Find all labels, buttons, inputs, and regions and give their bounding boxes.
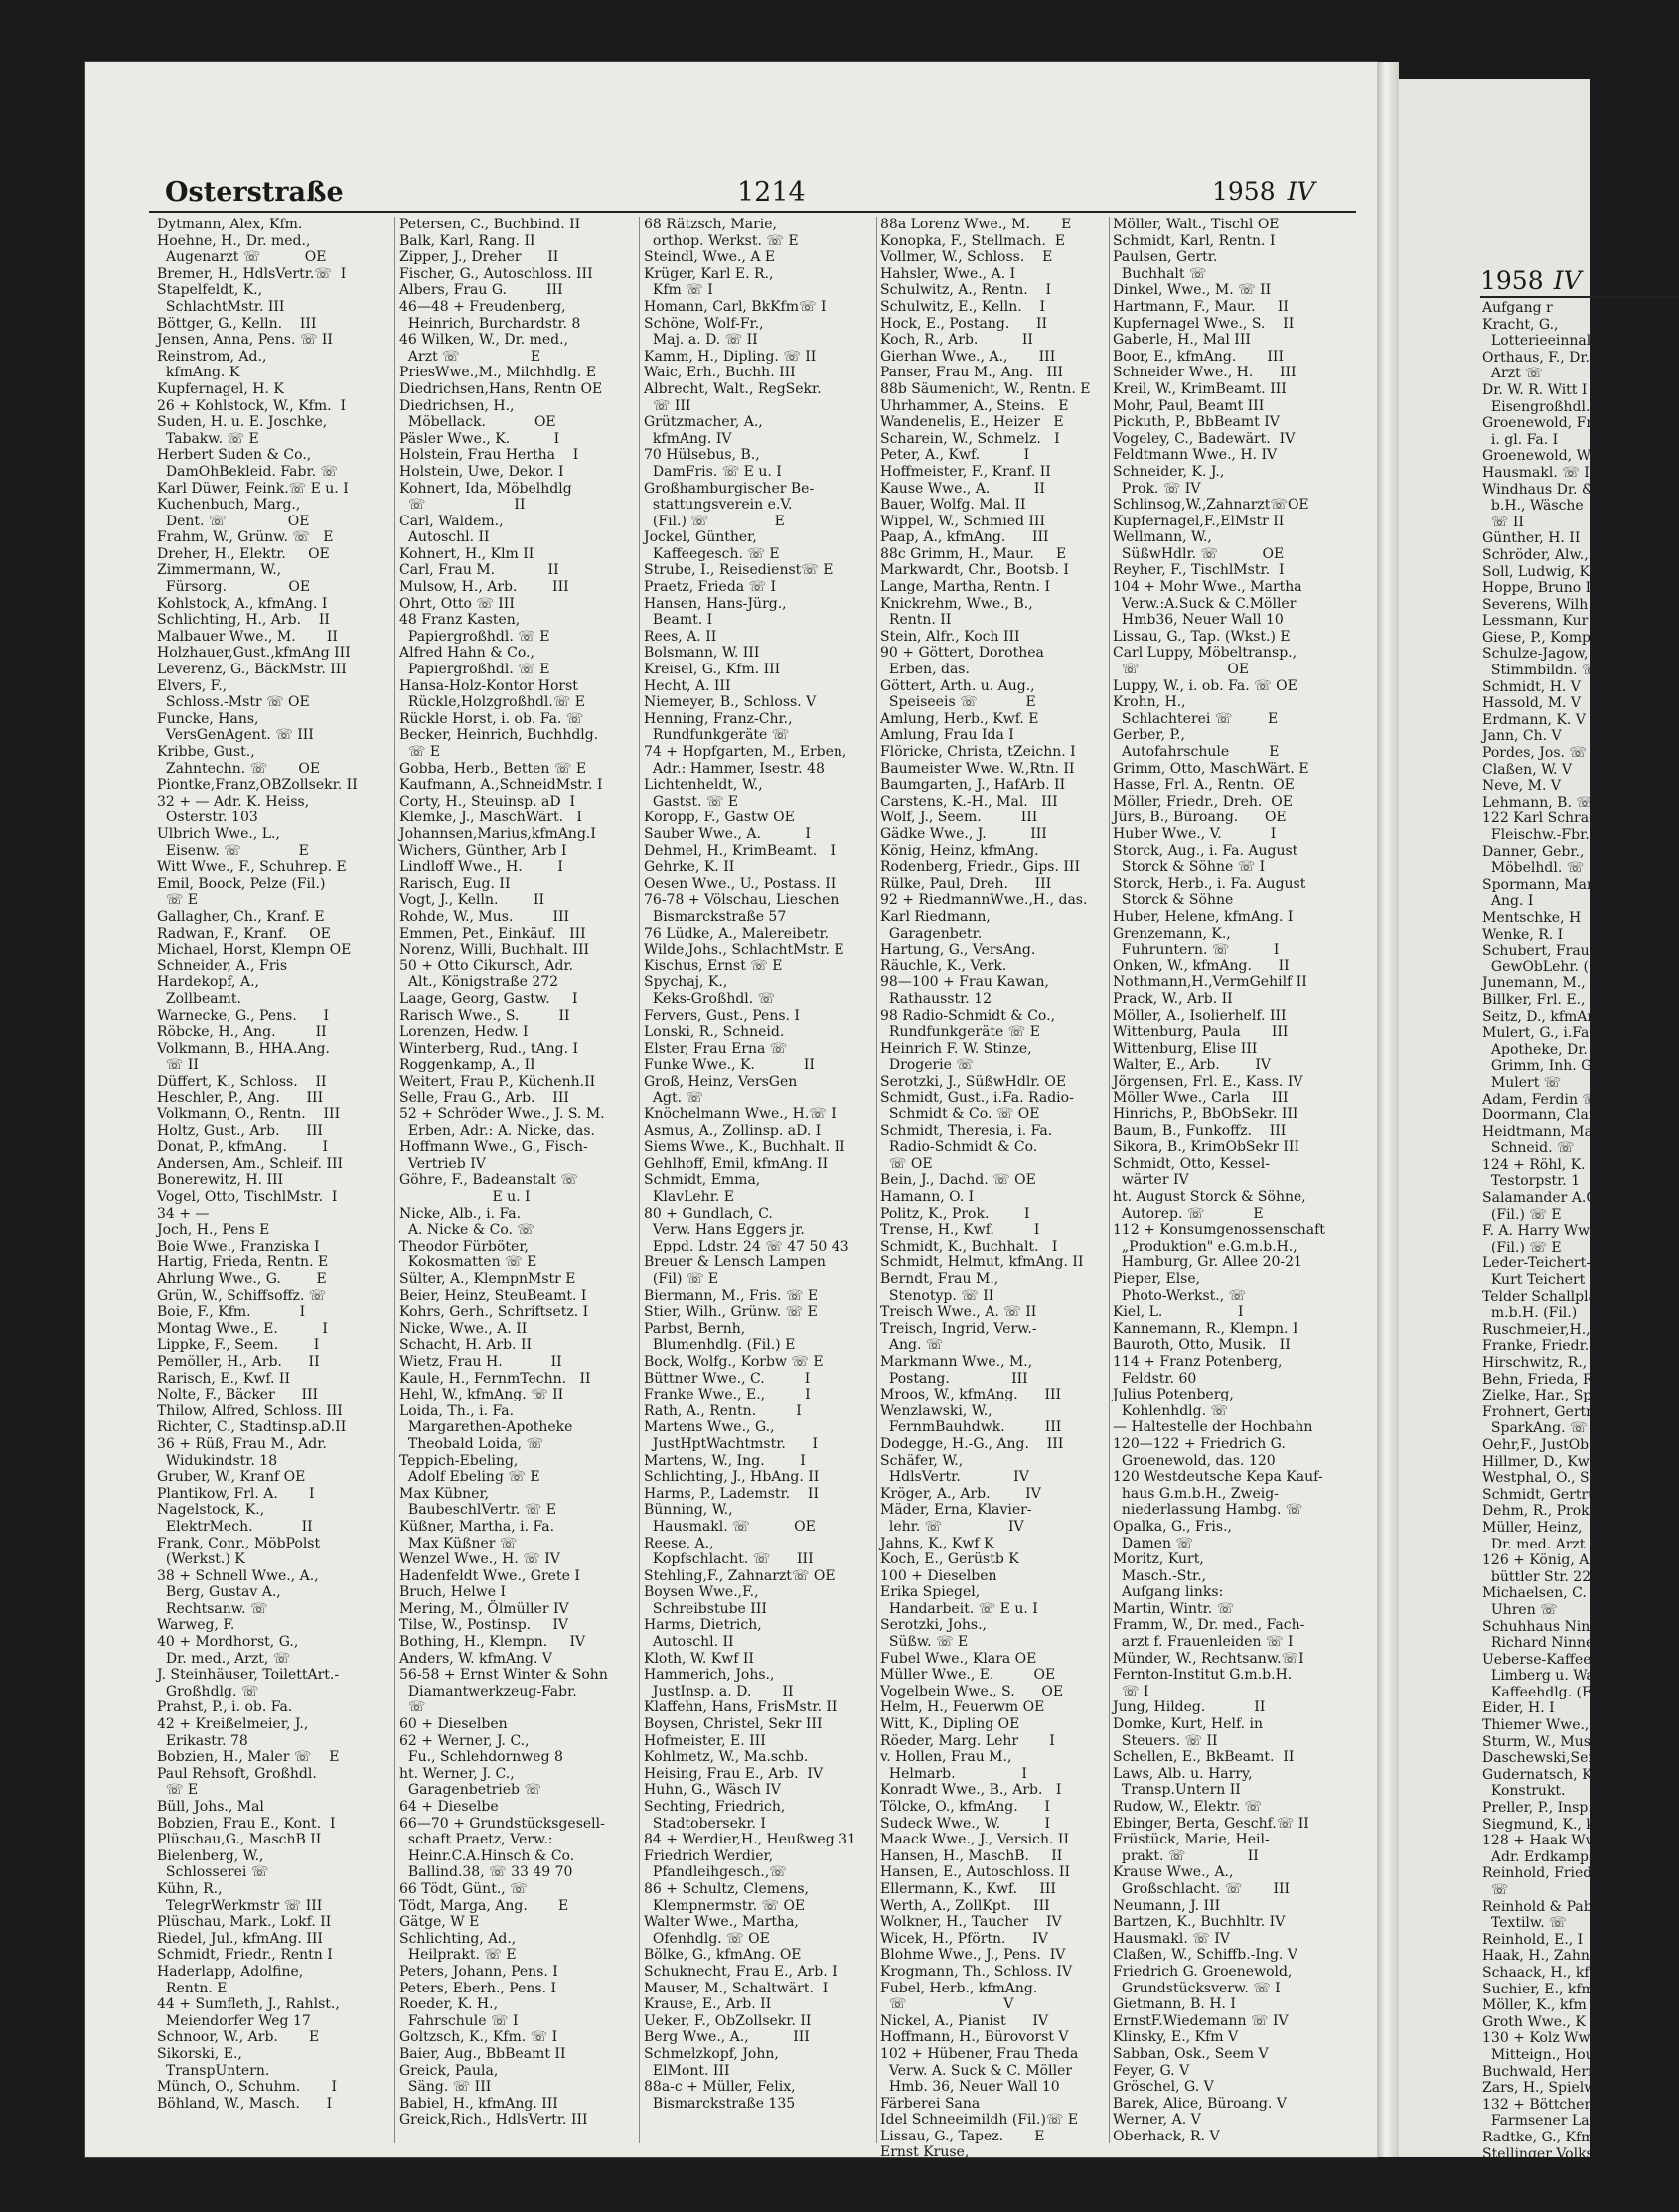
street-heading: Osterstraße bbox=[165, 177, 344, 208]
adjacent-page-column: Aufgang r Kracht, G., Lotterieeinnal Orthaus, F., Dr. Arzt ☏ Dr. W. R. Witt I Eisengroßhdl. Groenewold, Fr i. gl. Fa. I Groenewold, W Hausmakl. ☏ II Windhaus Dr. & b.H., Wäsche ☏ II Günther, H. II Schröder, Alw., Soll, Ludwig, K Hoppe, Bruno I Severens, Wilh Lessmann, Kur Giese, P., Komp Schulze-Jagow, Stimmbildn. ☏ Schmidt, H. V Hassold, M. V Erdmann, K. V Jann, Ch. V Pordes, Jos. ☏ Claßen, W. V Neve, M. V Lehmann, B. ☏ 122 Karl Schrade Fleischw.-Fbr. Danner, Gebr., Möbelhdl. ☏ Spormann, Mar Ang. I Mentschke, H Wenke, R. I Schubert, Frau H GewObLehr. ( Junemann, M., Billker, Frl. E., Seitz, D., kfmAr Mulert, G., i.Fa. Apotheke, Dr. Grimm, Inh. G Mulert ☏ Adam, Ferdin ☏ Doormann, Clar Heidtmann, Mar Schneid. ☏ 124 + Röhl, K. H Testorpstr. 1 Salamander A.G (Fil.) ☏ E F. A. Harry Ww (Fil.) ☏ E Leder-Teichert-S Kurt Teichert Telder Schallpla m.b.H. (Fil.) Ruschmeier,H., S Franke, Friedr. Hirschwitz, R., D Behn, Frieda, R Zielke, Har., Sp Frohnert, Gertr. SparkAng. ☏ Oehr,F., JustOb Hillmer, D., Kw Westphal, O., S Schmidt, Gertru Dehm, R., Prok Müller, Heinz, Dr. med. Arzt 126 + König, Alf büttler Str. 22 Michaelsen, C. u Uhren ☏ Schuhhaus Ninn Richard Ninne Ueberse-Kaffee Limberg u. Wa Kaffeehdlg. (F Eider, H. I Thiemer Wwe., Sturm, W., Mus. Daschewski,Seni Gudernatsch, K.- Konstrukt. Preller, P., Insp. Siegmund, K., kf 128 + Haak Wwe Adr. Erdkamps Reinhold, Frieda ☏ Reinhold & Pab Textilw. ☏ Reinhold, E., I Haak, H., Zahna Schaack, H., kfm Suchier, E., kfm Möller, K., kfm Groth Wwe., K 130 + Kolz Wwe Mitteign., Hou Buchwald, Herm Zars, H., Spielw. 132 + Böttcher, Farmsener Lan Radtke, G., Kfm Stellinger Volksb (Fil.) (Abt. Eim Schmidt, Wilh., Kürschnerei ☏ bbox=[1482, 300, 1606, 2212]
page-number: 1214 bbox=[737, 177, 806, 208]
adjacent-page-year: 1958 bbox=[1480, 266, 1544, 295]
year-volume bbox=[1212, 177, 1315, 206]
directory-column-1: Dytmann, Alex, Kfm. Hoehne, H., Dr. med., Augenarzt ☏ OE Bremer, H., HdlsVertr.☏ I Stapelfeldt, K., SchlachtMstr. III Böttger, G., Kelln. III Jensen, Anna, Pens. ☏ II Reinstrom, Ad., kfmAng. K Kupfernagel, H. K 26 + Kohlstock, W., Kfm. I Suden, H. u. E. Joschke, Tabakw. ☏ E Herbert Suden & Co., DamOhBekleid. Fabr. ☏ Karl Düwer, Feink.☏ E u. I Kuchenbuch, Marg., Dent. ☏ OE Frahm, W., Grünw. ☏ E Dreher, H., Elektr. OE Zimmermann, W., Fürsorg. OE Kohlstock, A., kfmAng. I Schlichting, H., Arb. II Malbauer Wwe., M. II Holzhauer,Gust.,kfmAng III Leverenz, G., BäckMstr. III Elvers, F., Schloss.-Mstr ☏ OE Funcke, Hans, VersGenAgent. ☏ III Kribbe, Gust., Zahntechn. ☏ OE Piontke,Franz,OBZollsekr. II 32 + — Adr. K. Heiss, Osterstr. 103 Ulbrich Wwe., L., Eisenw. ☏ E Witt Wwe., F., Schuhrep. E Emil, Boock, Pelze (Fil.) ☏ E Gallagher, Ch., Kranf. E Radwan, F., Kranf. OE Michael, Horst, Klempn OE Schneider, A., Fris Hardekopf, A., Zollbeamt. Warnecke, G., Pens. I Röbcke, H., Ang. II Volkmann, B., HHA.Ang. ☏ II Düffert, K., Schloss. II Heschler, P., Ang. III Volkmann, O., Rentn. III Holtz, Gust., Arb. III Donat, P., kfmAng. I Andersen, Am., Schleif. III Bonerewitz, H. III Vogel, Otto, TischlMstr. I 34 + — Joch, H., Pens E Boie Wwe., Franziska I Hartig, Frieda, Rentn. E Ahrlung Wwe., G. E Grün, W., Schiffsoffz. ☏ Boie, F., Kfm. I Montag Wwe., E. I Lippke, F., Seem. I Pemöller, H., Arb. II Rarisch, E., Kwf. II Nolte, F., Bäcker III Thilow, Alfred, Schloss. III Richter, C., Stadtinsp.aD.II 36 + Rüß, Frau M., Adr. Widukindstr. 18 Gruber, W., Kranf OE Plantikow, Frl. A. I Nagelstock, K., ElektrMech. II Frank, Conr., MöbPolst (Werkst.) K 38 + Schnell Wwe., A., Berg, Gustav A., Rechtsanw. ☏ Warweg, F. 40 + Mordhorst, G., Dr. med., Arzt, ☏ J. Steinhäuser, ToilettArt.- Großhdlg. ☏ Prahst, P., i. ob. Fa. 42 + Kreißelmeier, J., Erikastr. 78 Bobzien, H., Maler ☏ E Paul Rehsoft, Großhdl. ☏ E Büll, Johs., Mal Bobzien, Frau E., Kont. I Plüschau,G., MaschB II Bielenberg, W., Schlosserei ☏ Kühn, R., TelegrWerkmstr ☏ III Plüschau, Mark., Lokf. II Riedel, Jul., kfmAng. III Schmidt, Friedr., Rentn I Haderlapp, Adolfine, Rentn. E 44 + Sumfleth, J., Rahlst., Meiendorfer Weg 17 Schnoor, W., Arb. E Sikorski, E., TranspUntern. Münch, O., Schuhm. I Böhland, W., Masch. I bbox=[157, 217, 358, 2112]
directory-column-2: Petersen, C., Buchbind. II Balk, Karl, Rang. II Zipper, J., Dreher II Fischer, G., Autoschloss. III Albers, Frau G. III 46—48 + Freudenberg, Heinrich, Burchardstr. 8 46 Wilken, W., Dr. med., Arzt ☏ E PriesWwe.,M., Milchhdlg. E Diedrichsen,Hans, Rentn OE Diedrichsen, H., Möbellack. OE Päsler Wwe., K. I Holstein, Frau Hertha I Holstein, Uwe, Dekor. I Kohnert, Ida, Möbelhdlg ☏ II Carl, Waldem., Autoschl. II Kohnert, H., Klm II Carl, Frau M. II Mulsow, H., Arb. III Ohrt, Otto ☏ III 48 Franz Kasten, Papiergroßhdl. ☏ E Alfred Hahn & Co., Papiergroßhdl. ☏ E Hansa-Holz-Kontor Horst Rückle,Holzgroßhdl.☏ E Rückle Horst, i. ob. Fa. ☏ Becker, Heinrich, Buchhdlg. ☏ E Gobba, Herb., Betten ☏ E Kaufmann, A.,SchneidMstr. I Corty, H., Steuinsp. aD I Klemke, J., MaschWärt. I Johannsen,Marius,kfmAng.I Wichers, Günther, Arb I Lindloff Wwe., H. I Rarisch, Eug. II Vogt, J., Kelln. II Rohde, W., Mus. III Emmen, Pet., Einkäuf. III Norenz, Willi, Buchhalt. III 50 + Otto Cikursch, Adr. Alt., Königstraße 272 Laage, Georg, Gastw. I Rarisch Wwe., S. II Lorenzen, Hedw. I Winterberg, Rud., tAng. I Roggenkamp, A., II Weitert, Frau P., Küchenh.II Selle, Frau G., Arb. III 52 + Schröder Wwe., J. S. M. Erben, Adr.: A. Nicke, das. Hoffmann Wwe., G., Fisch- Vertrieb IV Göhre, F., Badeanstalt ☏ E u. I Nicke, Alb., i. Fa. A. Nicke & Co. ☏ Theodor Fürböter, Kokosmatten ☏ E Sülter, A., KlempnMstr E Beier, Heinz, SteuBeamt. I Kohrs, Gerh., Schriftsetz. I Nicke, Wwe., A. II Schacht, H. Arb. II Wietz, Frau H. II Kaule, H., FernmTechn. II Hehl, W., kfmAng. ☏ II Loida, Th., i. Fa. Margarethen-Apotheke Theobald Loida, ☏ Teppich-Ebeling, Adolf Ebeling ☏ E Max Kübner, BaubeschlVertr. ☏ E Küßner, Martha, i. Fa. Max Küßner ☏ Wenzel Wwe., H. ☏ IV Hadenfeldt Wwe., Grete I Bruch, Helwe I Mering, M., Ölmüller IV Tilse, W., Postinsp. IV Bothing, H., Klempn. IV Anders, W. kfmAng. V 56-58 + Ernst Winter & Sohn Diamantwerkzeug-Fabr. ☏ 60 + Dieselben 62 + Werner, J. C., Fu., Schlehdornweg 8 ht. Werner, J. C., Garagenbetrieb ☏ 64 + Dieselbe 66—70 + Grundstücksgesell- schaft Praetz, Verw.: Heinr.C.A.Hinsch & Co. Ballind.38, ☏ 33 49 70 66 Tödt, Günt., ☏ Tödt, Marga, Ang. E Gätge, W E Schlichting, Ad., Heilprakt. ☏ E Peters, Johann, Pens. I Peters, Eberh., Pens. I Roeder, K. H., Fahrschule ☏ I Goltzsch, K., Kfm. ☏ I Baier, Aug., BbBeamt II Greick, Paula, Säng. ☏ III Babiel, H., kfmAng. III Greick,Rich., HdlsVertr. III bbox=[399, 217, 608, 2129]
directory-column-5: Möller, Walt., Tischl OE Schmidt, Karl, Rentn. I Paulsen, Gertr. Buchhalt ☏ Dinkel, Wwe., M. ☏ II Hartmann, F., Maur. II Kupfernagel Wwe., S. II Gaberle, H., Mal III Boor, E., kfmAng. III Schneider Wwe., H. III Kreil, W., KrimBeamt. III Mohr, Paul, Beamt III Pickuth, P., BbBeamt IV Vogeley, C., Badewärt. IV Feldtmann Wwe., H. IV Schneider, K. J., Prok. ☏ IV Schlinsog,W.,Zahnarzt☏OE Kupfernagel,F.,ElMstr II Wellmann, W., SüßwHdlr. ☏ OE Reyher, F., TischlMstr. I 104 + Mohr Wwe., Martha Verw.:A.Suck & C.Möller Hmb36, Neuer Wall 10 Lissau, G., Tap. (Wkst.) E Carl Luppy, Möbeltransp., ☏ OE Luppy, W., i. ob. Fa. ☏ OE Krohn, H., Schlachterei ☏ E Gerber, P., Autofahrschule E Grimm, Otto, MaschWärt. E Hasse, Frl. A., Rentn. OE Möller, Friedr., Dreh. OE Jürs, B., Büroang. OE Huber Wwe., V. I Storck, Aug., i. Fa. August Storck & Söhne ☏ I Storck, Herb., i. Fa. August Storck & Söhne Huber, Helene, kfmAng. I Grenzemann, K., Fuhruntern. ☏ I Onken, W., kfmAng. II Nothmann,H.,VermGehilf II Prack, W., Arb. II Möller, A., Isolierhelf. III Wittenburg, Paula III Wittenburg, Elise III Walter, E., Arb. IV Jörgensen, Frl. E., Kass. IV Möller Wwe., Carla III Hinrichs, P., BbObSekr. III Baum, B., Funkoffz. III Sikora, B., KrimObSekr III Schmidt, Otto, Kessel- wärter IV ht. August Storck & Söhne, Autorep. ☏ E 112 + Konsumgenossenschaft „Produktion" e.G.m.b.H., Hamburg, Gr. Allee 20-21 Pieper, Else, Photo-Werkst., ☏ Kiel, L. I Kannemann, R., Klempn. I Bauroth, Otto, Musik. II 114 + Franz Potenberg, Feldstr. 60 Julius Potenberg, Kohlenhdlg. ☏ — Haltestelle der Hochbahn 120—122 + Friedrich G. Groenewold, das. 120 120 Westdeutsche Kepa Kauf- haus G.m.b.H., Zweig- niederlassung Hambg. ☏ Opalka, G., Fris., Damen ☏ Moritz, Kurt, Masch.-Str., Aufgang links: Martin, Wintr. ☏ Framm, W., Dr. med., Fach- arzt f. Frauenleiden ☏ I Münder, W., Rechtsanw.☏I Fernton-Institut G.m.b.H. ☏ I Jung, Hildeg. II Domke, Kurt, Helf. in Steuers. ☏ II Schellen, E., BkBeamt. II Laws, Alb. u. Harry, Transp.Untern II Rudow, W., Elektr. ☏ Ebinger, Berta, Geschf.☏ II Früstück, Marie, Heil- prakt. ☏ II Krause Wwe., A., Großschlacht. ☏ III Neumann, J. III Bartzen, K., Buchhltr. IV Hausmakl. ☏ IV Claßen, W., Schiffb.-Ing. V Friedrich G. Groenewold, Grundstücksverw. ☏ I Gietmann, B. H. I ErnstF.Wiedemann ☏ IV Klinsky, E., Kfm V Sabban, Osk., Seem V Feyer, G. V Gröschel, G. V Barek, Alice, Büroang. V Werner, A. V Oberhack, R. V bbox=[1113, 217, 1325, 2144]
adjacent-header-rule bbox=[1480, 296, 1679, 298]
page-year: 1958 bbox=[1212, 177, 1276, 206]
header-rule bbox=[149, 211, 1356, 213]
column-divider bbox=[876, 217, 877, 2143]
directory-column-4: 88a Lorenz Wwe., M. E Konopka, F., Stellmach. E Vollmer, W., Schloss. E Hahsler, Wwe., A. I Schulwitz, A., Rentn. I Schulwitz, E., Kelln. I Hock, E., Postang. II Koch, R., Arb. II Gierhan Wwe., A., III Panser, Frau M., Ang. III 88b Säumenicht, W., Rentn. E Uhrhammer, A., Steins. E Wandenelis, E., Heizer E Scharein, W., Schmelz. I Peter, A., Kwf. I Hoffmeister, F., Kranf. II Kause Wwe., A. II Bauer, Wolfg. Mal. II Wippel, W., Schmied III Paap, A., kfmAng. III 88c Grimm, H., Maur. E Markwardt, Chr., Bootsb. I Lange, Martha, Rentn. I Knickrehm, Wwe., B., Rentn. II Stein, Alfr., Koch III 90 + Göttert, Dorothea Erben, das. Göttert, Arth. u. Aug., Speiseeis ☏ E Amlung, Herb., Kwf. E Amlung, Frau Ida I Flöricke, Christa, tZeichn. I Baumeister Wwe. W.,Rtn. II Baumgarten, J., HafArb. II Carstens, K.-H., Mal. III Wolf, J., Seem. III Gädke Wwe., J. III König, Heinz, kfmAng. Rodenberg, Friedr., Gips. III Rülke, Paul, Dreh. III 92 + RiedmannWwe.,H., das. Karl Riedmann, Garagenbetr. Hartung, G., VersAng. Räuchle, K., Verk. 98—100 + Frau Kawan, Rathausstr. 12 98 Radio-Schmidt & Co., Rundfunkgeräte ☏ E Heinrich F. W. Stinze, Drogerie ☏ Serotzki, J., SüßwHdlr. OE Schmidt, Gust., i.Fa. Radio- Schmidt & Co. ☏ OE Schmidt, Theresia, i. Fa. Radio-Schmidt & Co. ☏ OE Bein, J., Dachd. ☏ OE Hamann, O. I Politz, K., Prok. I Trense, H., Kwf. I Schmidt, K., Buchhalt. I Schmidt, Helmut, kfmAng. II Berndt, Frau M., Stenotyp. ☏ II Treisch Wwe., A. ☏ II Treisch, Ingrid, Verw.- Ang. ☏ Markmann Wwe., M., Postang. III Mroos, W., kfmAng. III Wenzlawski, W., FernmBauhdwk. III Dodegge, H.-G., Ang. III Schäfer, W., HdlsVertr. IV Kröger, A., Arb. IV Mäder, Erna, Klavier- lehr. ☏ IV Jahns, K., Kwf K Koch, E., Gerüstb K 100 + Dieselben Erika Spiegel, Handarbeit. ☏ E u. I Serotzki, Johs., Süßw. ☏ E Fubel Wwe., Klara OE Müller Wwe., E. OE Vogelbein Wwe., S. OE Helm, H., Feuerwm OE Witt, K., Dipling OE Röeder, Marg. Lehr I v. Hollen, Frau M., Helmarb. I Konradt Wwe., B., Arb. I Tölcke, O., kfmAng. I Sudeck Wwe., W. I Maack Wwe., J., Versich. II Hansen, H., MaschB. II Hansen, E., Autoschloss. II Ellermann, K., Kwf. III Werth, A., ZollKpt. III Wolkner, H., Taucher IV Wicek, H., Pförtn. IV Blohme Wwe., J., Pens. IV Krogmann, Th., Schloss. IV Fubel, Herb., kfmAng. ☏ V Nickel, A., Pianist IV Hoffmann, H., Bürovorst V 102 + Hübener, Frau Theda Verw. A. Suck & C. Möller Hmb. 36, Neuer Wall 10 Färberei Sana Idel Schneeimildh (Fil.)☏ E Lissau, G., Tapez. E Ernst Kruse, EisenwHdl. ☏ E bbox=[880, 217, 1091, 2178]
adjacent-page-header bbox=[1480, 266, 1582, 295]
directory-column-3: 68 Rätzsch, Marie, orthop. Werkst. ☏ E Steindl, Wwe., A E Krüger, Karl E. R., Kfm ☏ I Homann, Carl, BkKfm☏ I Schöne, Wolf-Fr., Maj. a. D. ☏ II Kamm, H., Dipling. ☏ II Waic, Erh., Buchh. III Albrecht, Walt., RegSekr. ☏ III Grützmacher, A., kfmAng. IV 70 Hülsebus, B., DamFris. ☏ E u. I Großhamburgischer Be- stattungsverein e.V. (Fil.) ☏ E Jockel, Günther, Kaffeegesch. ☏ E Strube, I., Reisedienst☏ E Praetz, Frieda ☏ I Hansen, Hans-Jürg., Beamt. I Rees, A. II Bolsmann, W. III Kreisel, G., Kfm. III Hecht, A. III Niemeyer, B., Schloss. V Henning, Franz-Chr., Rundfunkgeräte ☏ 74 + Hopfgarten, M., Erben, Adr.: Hammer, Isestr. 48 Lichtenheldt, W., Gastst. ☏ E Koropp, F., Gastw OE Sauber Wwe., A. I Dehmel, H., KrimBeamt. I Gehrke, K. II Oesen Wwe., U., Postass. II 76-78 + Völschau, Lieschen Bismarckstraße 57 76 Lüdke, A., Malereibetr. Wilde,Johs., SchlachtMstr. E Kischus, Ernst ☏ E Spychaj, K., Keks-Großhdl. ☏ Fervers, Gust., Pens. I Lonski, R., Schneid. Elster, Frau Erna ☏ Funke Wwe., K. II Groß, Heinz, VersGen Agt. ☏ Knöchelmann Wwe., H.☏ I Asmus, A., Zollinsp. aD. I Siems Wwe., K., Buchhalt. II Gehlhoff, Emil, kfmAng. II Schmidt, Emma, KlavLehr. E 80 + Gundlach, C. Verw. Hans Eggers jr. Eppd. Ldstr. 24 ☏ 47 50 43 Breuer & Lensch Lampen (Fil) ☏ E Biermann, M., Fris. ☏ E Stier, Wilh., Grünw. ☏ E Parbst, Bernh, Blumenhdlg. (Fil.) E Bock, Wolfg., Korbw ☏ E Büttner Wwe., C. I Franke Wwe., E., I Rath, A., Rentn. I Martens Wwe., G., JustHptWachtmstr. I Martens, W., Ing. I Schlichting, J., HbAng. II Harms, P., Lademstr. II Bünning, W., Hausmakl. ☏ OE Reese, A., Kopfschlacht. ☏ III Stehling,F., Zahnarzt☏ OE Boysen Wwe.,F., Schreibstube III Harms, Dietrich, Autoschl. II Kloth, W. Kwf II Hammerich, Johs., JustInsp. a. D. II Klaffehn, Hans, FrisMstr. II Boysen, Christel, Sekr III Hofmeister, E. III Kohlmetz, W., Ma.schb. Heising, Frau E., Arb. IV Huhn, G., Wäsch IV Sechting, Friedrich, Stadtobersekr. I 84 + Werdier,H., Heußweg 31 Friedrich Werdier, Pfandleihgesch.,☏ 86 + Schultz, Clemens, Klempnermstr. ☏ OE Walter Wwe., Martha, Ofenhdlg. ☏ OE Bölke, G., kfmAng. OE Schuknecht, Frau E., Arb. I Mauser, M., Schaltwärt. I Krause, E., Arb. II Ueker, F., ObZollsekr. II Berg Wwe., A., III Schmelzkopf, John, ElMont. III 88a-c + Müller, Felix, Bismarckstraße 135 bbox=[644, 217, 856, 2112]
column-divider bbox=[1109, 217, 1110, 2143]
adjacent-page bbox=[1399, 79, 1606, 2212]
book-spine bbox=[1377, 62, 1399, 2157]
adjacent-page-volume: IV bbox=[1553, 266, 1582, 295]
column-divider bbox=[394, 217, 395, 2143]
column-divider bbox=[639, 217, 640, 2143]
page-volume: IV bbox=[1287, 177, 1315, 206]
